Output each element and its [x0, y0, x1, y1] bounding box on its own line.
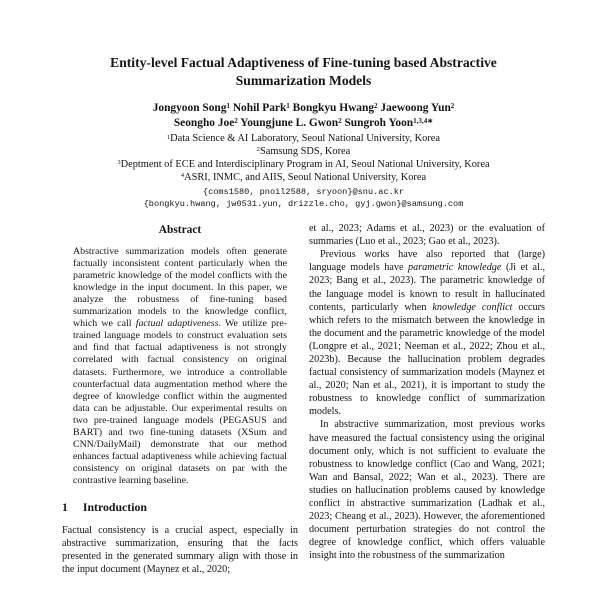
author-block	[62, 101, 545, 132]
section-heading-introduction	[62, 500, 298, 515]
affiliation-line-2: $^2$Samsung SDS, Korea	[256, 146, 351, 158]
affiliation-block	[62, 133, 545, 184]
intro-paragraph-right-2: Previous works have also reported that (large) language models have parametric knowledge (Ji et al., 2023; Bang et al., 2023). The parametric knowledge of the language model is known to result in hallucinated contents, particularly when knowledge conflict occurs which refers to the mismatch between the knowledge in the document and the parametric knowledge of the model (Longpre et al., 2021; Neeman et al., 2022; Zhou et al., 2023b). Because the hallucination problem degrades factual consistency of summarization models (Maynez et al., 2020; Nan et al., 2021), it is important to study the robustness to knowledge conflict of summarization models.	[309, 249, 545, 418]
email-line-snu: {coms1580, pnoil2588, sryoon}@snu.ac.kr	[202, 186, 405, 197]
intro-paragraph-right-3: In abstractive summarization, most previous works have measured the factual consistency using the original document only, which is not sufficient to evaluate the robustness to knowledge conflict (Cao and Wang, 2021; Wan and Bansal, 2022; Wan et al., 2023). There are studies on hallucination problems caused by knowledge conflict in abstractive summarization (Ladhak et al., 2023; Cheang et al., 2023). However, the aforementioned document perturbation strategies do not control the degree of knowledge conflict, which offers valuable insight into the robustness of the summarization	[309, 419, 545, 562]
column-right	[309, 222, 545, 576]
two-column-body	[62, 222, 545, 576]
intro-paragraph-left: Factual consistency is a crucial aspect, especially in abstractive summarization, ensuring that the facts presented in the generated summary align with those in the input document (Maynez et al., 2020;	[62, 524, 298, 576]
paper-title: Entity-level Factual Adaptiveness of Fine-tuning based Abstractive Summarization Models	[110, 55, 497, 88]
email-block	[62, 186, 545, 210]
intro-paragraph-right-1: et al., 2023; Adams et al., 2023) or the evaluation of summaries (Luo et al., 2023; Gao et al., 2023).	[309, 223, 545, 248]
author-line-1: Jongyoon Song$^1$ Nohil Park$^1$ Bongkyu Hwang$^2$ Jaewoong Yun$^2$	[152, 101, 455, 114]
abstract-heading: Abstract	[158, 224, 202, 237]
column-left	[62, 222, 298, 576]
affiliation-line-3: $^3$Deptment of ECE and Interdisciplinary Program in AI, Seoul National University, Korea	[117, 159, 490, 171]
affiliation-line-4: $^4$ASRI, INMC, and AIIS, Seoul National University, Korea	[180, 171, 427, 183]
author-line-2: Seongho Joe$^2$ Youngjune L. Gwon$^2$ Sungroh Yoon$^{1,3,4∗}$	[173, 116, 434, 130]
abstract-text: Abstractive summarization models often generate factually inconsistent content particularly when the parametric knowledge of the model conflicts with the knowledge in the input document. In this paper, we analyze the robustness of fine-tuning based summarization models to the knowledge conflict, which we call factual adaptiveness. We utilize pre-trained language models to construct evaluation sets and find that factual adaptiveness is not strongly correlated with factual consistency on original datasets. Furthermore, we introduce a controllable counterfactual data augmentation method where the degree of knowledge conflict within the augmented data can be adjustable. Our experimental results on two pre-trained language models (PEGASUS and BART) and two fine-tuning datasets (XSum and CNN/DailyMail) demonstrate that our method enhances factual adaptiveness while achieving factual consistency on original datasets on par with the contrastive learning baseline.	[73, 246, 288, 486]
section-title: Introduction	[82, 499, 147, 514]
section-number: 1	[62, 499, 68, 514]
affiliation-line-1: $^1$Data Science & AI Laboratory, Seoul National University, Korea	[166, 133, 441, 145]
email-line-samsung: {bongkyu.hwang, jw0531.yun, drizzle.cho, gyj.gwon}@samsung.com	[143, 198, 464, 209]
